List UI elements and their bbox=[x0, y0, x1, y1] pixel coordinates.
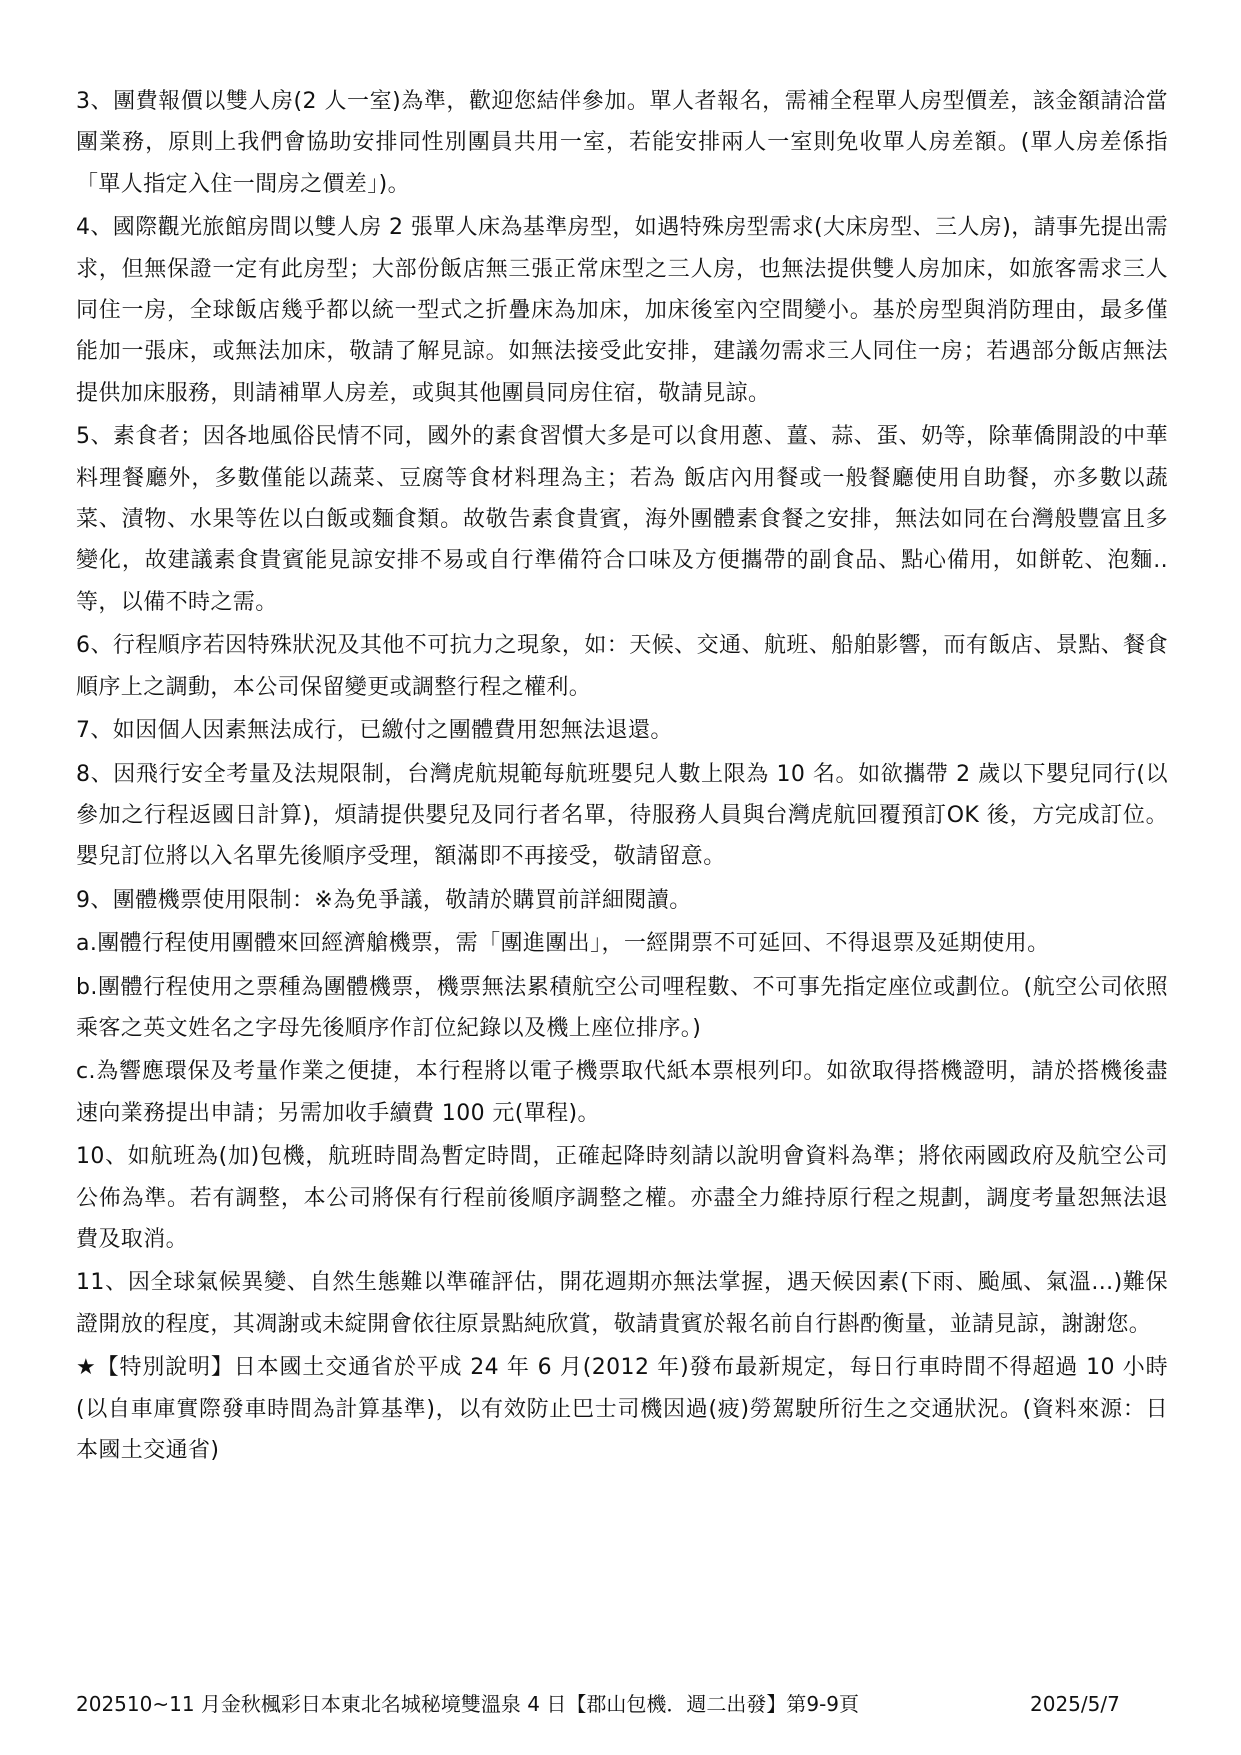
term-item-10: 10、如航班為(加)包機，航班時間為暫定時間，正確起降時刻請以說明會資料為準；將依兩國政府及航空公司公佈為準。若有調整，本公司將保有行程前後順序調整之權。亦盡全力維持原行程之規劃，調度考量恕無法退費及取消。 bbox=[76, 1144, 1168, 1252]
footer-date: 2025/5/7 bbox=[1030, 1692, 1120, 1716]
term-item-4: 4、國際觀光旅館房間以雙人房 2 張單人床為基準房型，如遇特殊房型需求(大床房型、三人房)，請事先提出需求，但無保證一定有此房型；大部份飯店無三張正常床型之三人房，也無法提供雙人房加床，如旅客需求三人同住一房，全球飯店幾乎都以統一型式之折疊床為加床，加床後室內空間變小。基於房型與消防理由，最多僅能加一張床，或無法加床，敬請了解見諒。如無法接受此安排，建議勿需求三人同住一房；若遇部分飯店無法提供加床服務，則請補單人房差，或與其他團員同房住宿，敬請見諒。 bbox=[76, 215, 1168, 406]
term-item-9b: b.團體行程使用之票種為團體機票，機票無法累積航空公司哩程數、不可事先指定座位或劃位。(航空公司依照乘客之英文姓名之字母先後順序作訂位紀錄以及機上座位排序。) bbox=[76, 974, 1168, 1041]
term-item-6: 6、行程順序若因特殊狀況及其他不可抗力之現象，如：天候、交通、航班、船舶影響，而有飯店、景點、餐食順序上之調動，本公司保留變更或調整行程之權利。 bbox=[76, 633, 1168, 700]
page-footer bbox=[76, 1689, 1168, 1719]
term-item-7: 7、如因個人因素無法成行，已繳付之團體費用恕無法退還。 bbox=[76, 718, 673, 744]
terms-content bbox=[76, 81, 1168, 1473]
term-item-9c: c.為響應環保及考量作業之便捷，本行程將以電子機票取代紙本票根列印。如欲取得搭機證明，請於搭機後盡速向業務提出申請；另需加收手續費 100 元(單程)。 bbox=[76, 1059, 1168, 1126]
special-note: ★【特別說明】日本國土交通省於平成 24 年 6 月(2012 年)發布最新規定，每日行車時間不得超過 10 小時(以自車庫實際發車時間為計算基準)，以有效防止巴士司機因過(疲)勞駕駛所衍生之交通狀況。(資料來源：日本國土交通省) bbox=[76, 1355, 1168, 1463]
term-item-11: 11、因全球氣候異變、自然生態難以準確評估，開花週期亦無法掌握，遇天候因素(下雨、颱風、氣溫...)難保證開放的程度，其凋謝或未綻開會依往原景點純欣賞，敬請貴賓於報名前自行斟酌衡量，並請見諒，謝謝您。 bbox=[76, 1270, 1168, 1337]
term-item-5: 5、素食者；因各地風俗民情不同，國外的素食習慣大多是可以食用蔥、薑、蒜、蛋、奶等，除華僑開設的中華料理餐廳外，多數僅能以蔬菜、豆腐等食材料理為主；若為 飯店內用餐或一般餐廳使用自助餐，亦多數以蔬菜、漬物、水果等佐以白飯或麵食類。故敬告素食貴賓，海外團體素食餐之安排，無法如同在台灣般豐富且多變化，故建議素食貴賓能見諒安排不易或自行準備符合口味及方便攜帶的副食品、點心備用，如餅乾、泡麵..等，以備不時之需。 bbox=[76, 424, 1168, 615]
term-item-8: 8、因飛行安全考量及法規限制，台灣虎航規範每航班嬰兒人數上限為 10 名。如欲攜帶 2 歲以下嬰兒同行(以參加之行程返國日計算)，煩請提供嬰兒及同行者名單，待服務人員與台灣虎航回覆預訂OK 後，方完成訂位。嬰兒訂位將以入名單先後順序受理，額滿即不再接受，敬請留意。 bbox=[76, 761, 1168, 870]
term-item-9a: a.團體行程使用團體來回經濟艙機票，需「團進團出」，一經開票不可延回、不得退票及延期使用。 bbox=[76, 931, 1050, 957]
term-item-9: 9、團體機票使用限制：※為免爭議，敬請於購買前詳細閱讀。 bbox=[76, 887, 692, 913]
term-item-3: 3、團費報價以雙人房(2 人一室)為準，歡迎您結伴參加。單人者報名，需補全程單人房型價差，該金額請洽當團業務，原則上我們會協助安排同性別團員共用一室，若能安排兩人一室則免收單人房差額。(單人房差係指「單人指定入住一間房之價差」)。 bbox=[76, 89, 1168, 197]
footer-title: 202510~11 月金秋楓彩日本東北名城秘境雙溫泉 4 日【郡山包機．週二出發】第9-9頁 bbox=[76, 1692, 860, 1716]
